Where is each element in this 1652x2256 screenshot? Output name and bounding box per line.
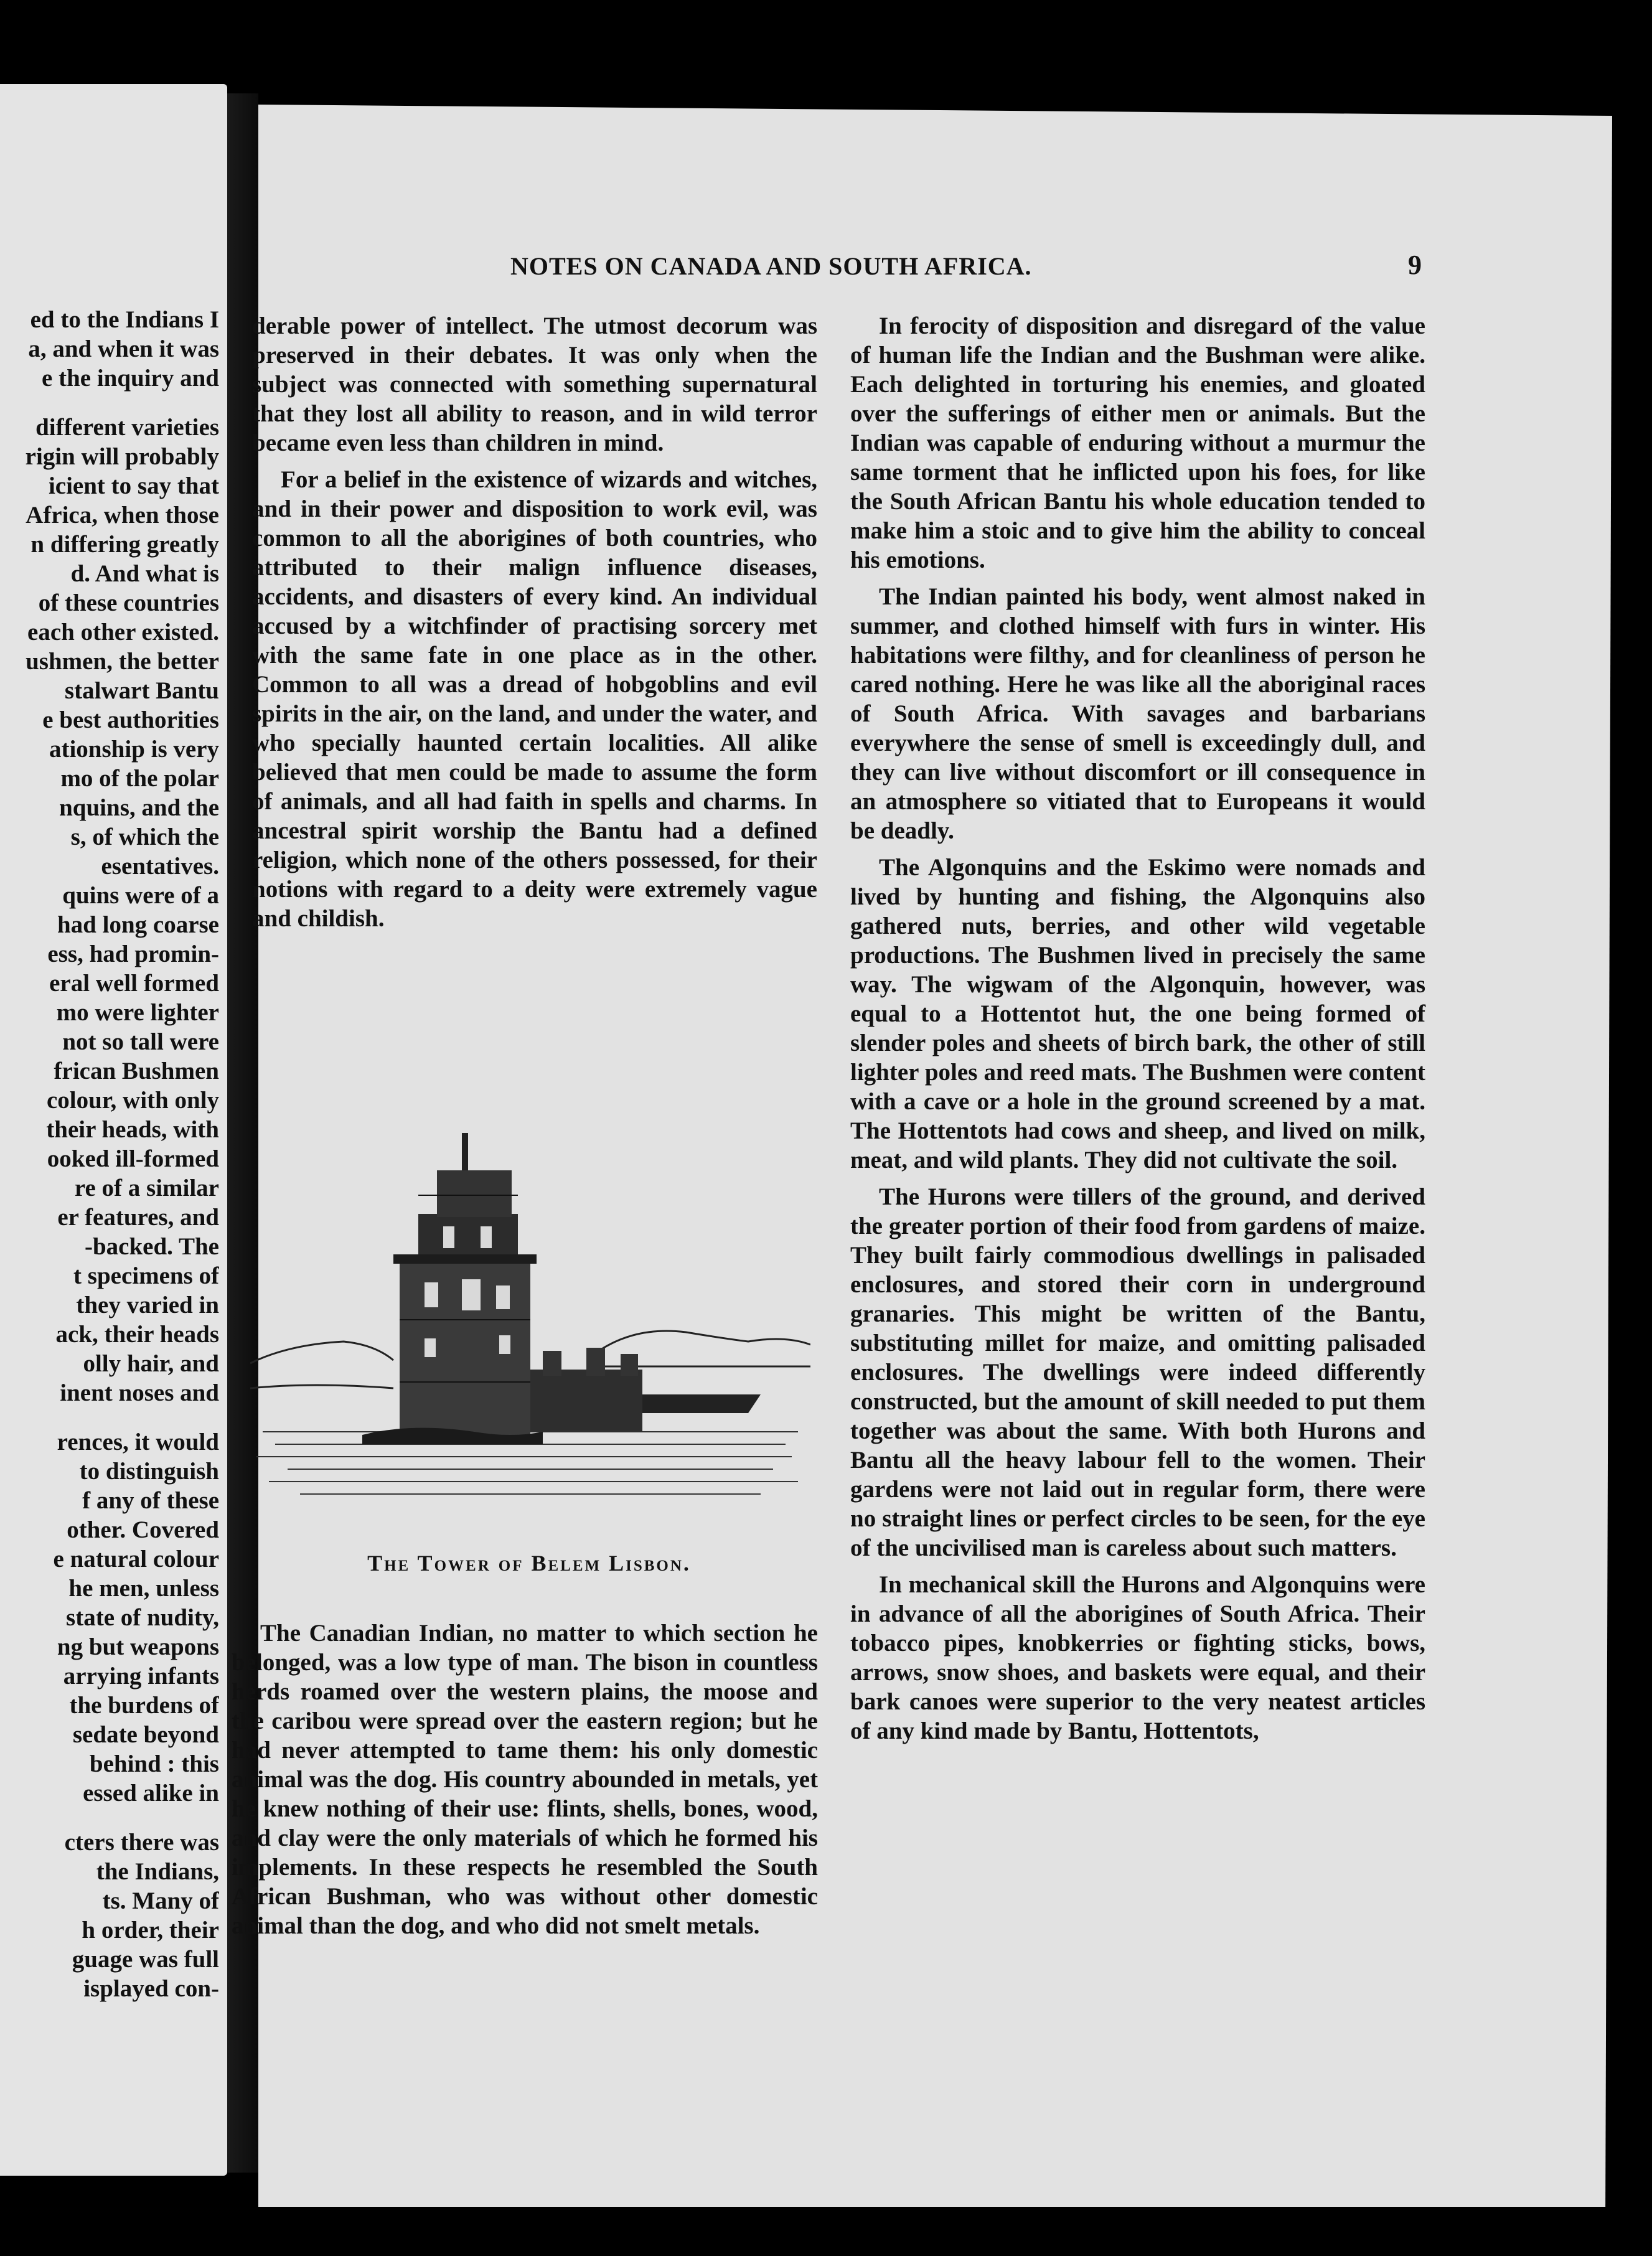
tower [393,1133,537,1438]
left-page-line: frican Bushmen [54,1058,219,1084]
left-page-line: h order, their [82,1917,219,1943]
left-page-line: essed alike in [83,1780,219,1807]
page-number: 9 [1408,250,1422,280]
left-page-line: mo were lighter [56,999,219,1026]
paragraph: The Canadian Indian, no matter to which section he belonged, was a low type of man. The bison in countless herds roamed over the western plains, the moose and the caribou were spread over the eastern region; but he had never attempted to tame them: his only domestic animal was the dog. His country abounded in metals, yet he knew nothing of their use: flints, shells, bones, wood, and clay were the only materials of which he formed his implements. In these respects he resembled the South African Bushman, who was without other domestic animal than the dog, and who did not smelt metals. [232,1620,818,1939]
left-page-line: icient to say that [48,472,219,499]
left-page-line: ationship is very [49,736,219,763]
left-page-line: arrying infants [63,1663,219,1690]
left-page-line: t specimens of [73,1262,219,1289]
left-page-line [0,1808,219,1828]
left-page-line: ess, had promin- [47,941,219,967]
left-page-line: guage was full [72,1946,219,1973]
left-page-line: of these countries [38,590,219,616]
left-page-line [0,393,219,413]
column-left-top [252,311,817,941]
left-page-line: ts. Many of [102,1887,219,1914]
left-page-line: n differing greatly [31,531,219,558]
left-page-line: -backed. The [85,1233,219,1260]
left-page-line: state of nudity, [66,1604,219,1631]
left-page-line: quins were of a [62,882,219,909]
left-page-line: e natural colour [53,1546,219,1572]
left-page-line [0,1408,219,1427]
left-page-line: he men, unless [68,1575,219,1602]
left-page-line: stalwart Bantu [64,677,219,704]
left-page-line: mo of the polar [60,765,219,792]
left-page-line: inent noses and [60,1379,219,1406]
left-page-line: behind : this [89,1751,219,1777]
paragraph: The Algonquins and the Eskimo were nomads and lived by hunting and fishing, the Algonquins also gathered nuts, berries, and other wild vegetable productions. The Bushmen lived in precisely the same way. The wigwam of the Algonquin, however, was equal to a Hottentot hut, the one being formed of slender poles and sheets of birch bark, the other of still lighter poles and reed mats. The Bushmen were content with a cave or a hole in the ground screened by a mat. The Hottentots had cows and sheep, and lived on milk, meat, and wild plants. They did not cultivate the soil. [850,854,1425,1173]
left-page-line: olly hair, and [83,1350,219,1377]
left-page-line: had long coarse [57,911,219,938]
left-page-line: d. And what is [70,560,219,587]
tower-of-belem-engraving [250,1121,810,1506]
left-page-line: a, and when it was [28,336,219,362]
left-page-line: colour, with only [46,1087,219,1114]
left-page-line: other. Covered [67,1516,219,1543]
left-page-line: to distinguish [79,1458,219,1485]
left-page-line: isplayed con- [83,1975,219,2002]
left-page-line: the burdens of [69,1692,219,1719]
paragraph: The Indian painted his body, went almost naked in summer, and clothed himself with furs in winter. His habitations were filthy, and for cleanliness of person he cared nothing. Here he was like all the aboriginal races of South Africa. With savages and barbarians everywhere the sense of smell is exceedingly dull, and they can live without discomfort or ill consequence in an atmosphere so vitiated that to Europeans it would be deadly. [850,583,1425,844]
left-page-line: they varied in [76,1292,219,1318]
left-page-line: e the inquiry and [42,365,219,392]
figure-caption: The Tower of Belem Lisbon. [367,1551,691,1576]
bastion [530,1348,761,1432]
left-page-line: their heads, with [46,1116,219,1143]
column-left-bottom [232,1619,818,1948]
paragraph: The Hurons were tillers of the ground, and derived the greater portion of their food from gardens of maize. They built fairly commodious dwellings in palisaded enclosures, and stored their corn in underground granaries. This might be written of the Bantu, substituting millet for maize, and omitting palisaded enclosures. The dwellings were indeed differently constructed, but the amount of skill needed to put them together was about the same. With both Hurons and Bantu all the heavy labour fell to the women. Their gardens were not laid out in regular form, there were no straight lines or perfect circles to be seen, for the eye of the uncivilised man is careless about such matters. [850,1183,1425,1561]
left-page-line: rigin will probably [25,443,219,470]
running-head: NOTES ON CANADA AND SOUTH AFRICA. [510,252,1032,280]
left-page-line: esentatives. [101,853,219,880]
left-page-line: e best authorities [42,707,219,733]
left-page-line: f any of these [82,1487,219,1514]
column-right [850,311,1425,1753]
paragraph: derable power of intellect. The utmost decorum was preserved in their debates. It was only when the subject was connected with something supernatural that they lost all ability to reason, and in wild terror became even less than children in mind. [252,313,817,456]
left-page-line: ng but weapons [57,1633,219,1660]
left-page-line: re of a similar [74,1175,219,1201]
left-page-text [0,305,219,2003]
left-page-line: different varieties [35,414,219,441]
paragraph: For a belief in the existence of wizards and witches, and in their power and disposition to work evil, was common to all the aborigines of both countries, who attributed to their malign influence diseases, accidents, and disasters of every kind. An individual accused by a witchfinder of practising sorcery met with the same fate in one place as in the other. Common to all was a dread of hobgoblins and evil spirits in the air, on the land, and under the water, and who specially haunted certain localities. All alike believed that men could be made to assume the form of animals, and all had faith in spells and charms. In ancestral spirit worship the Bantu had a defined religion, which none of the others possessed, for their notions with regard to a deity were extremely vague and childish. [252,466,817,932]
left-page-line: ushmen, the better [26,648,219,675]
left-page-line: not so tall were [62,1028,219,1055]
left-page-line: cters there was [64,1829,219,1856]
left-page-line: rences, it would [57,1429,219,1455]
left-page-line: sedate beyond [72,1721,219,1748]
left-page-line: eral well formed [49,970,219,997]
left-page-line: the Indians, [96,1858,219,1885]
left-page-line: ack, their heads [55,1321,219,1348]
left-page-line: ed to the Indians I [30,306,219,333]
left-page-line: nquins, and the [59,794,219,821]
left-page-line: ooked ill-formed [47,1145,219,1172]
left-page-line: er features, and [57,1204,219,1231]
left-page-line: each other existed. [27,619,219,646]
paragraph: In mechanical skill the Hurons and Algonquins were in advance of all the aborigines of South Africa. Their tobacco pipes, knobkerries or fighting sticks, bows, arrows, snow shoes, and baskets were equal, and their bark canoes were superior to the very neatest articles of any kind made by Bantu, Hottentots, [850,1571,1425,1744]
left-page-line: s, of which the [70,824,219,850]
paragraph: In ferocity of disposition and disregard of the value of human life the Indian and the Bushman were alike. Each delighted in torturing his enemies, and gloated over the sufferings of either men or animals. But the Indian was capable of enduring without a murmur the same torment that he inflicted upon his foes, for like the South African Bantu his whole education tended to make him a stoic and to give him the ability to conceal his emotions. [850,313,1425,573]
left-page-line: Africa, when those [26,502,219,529]
